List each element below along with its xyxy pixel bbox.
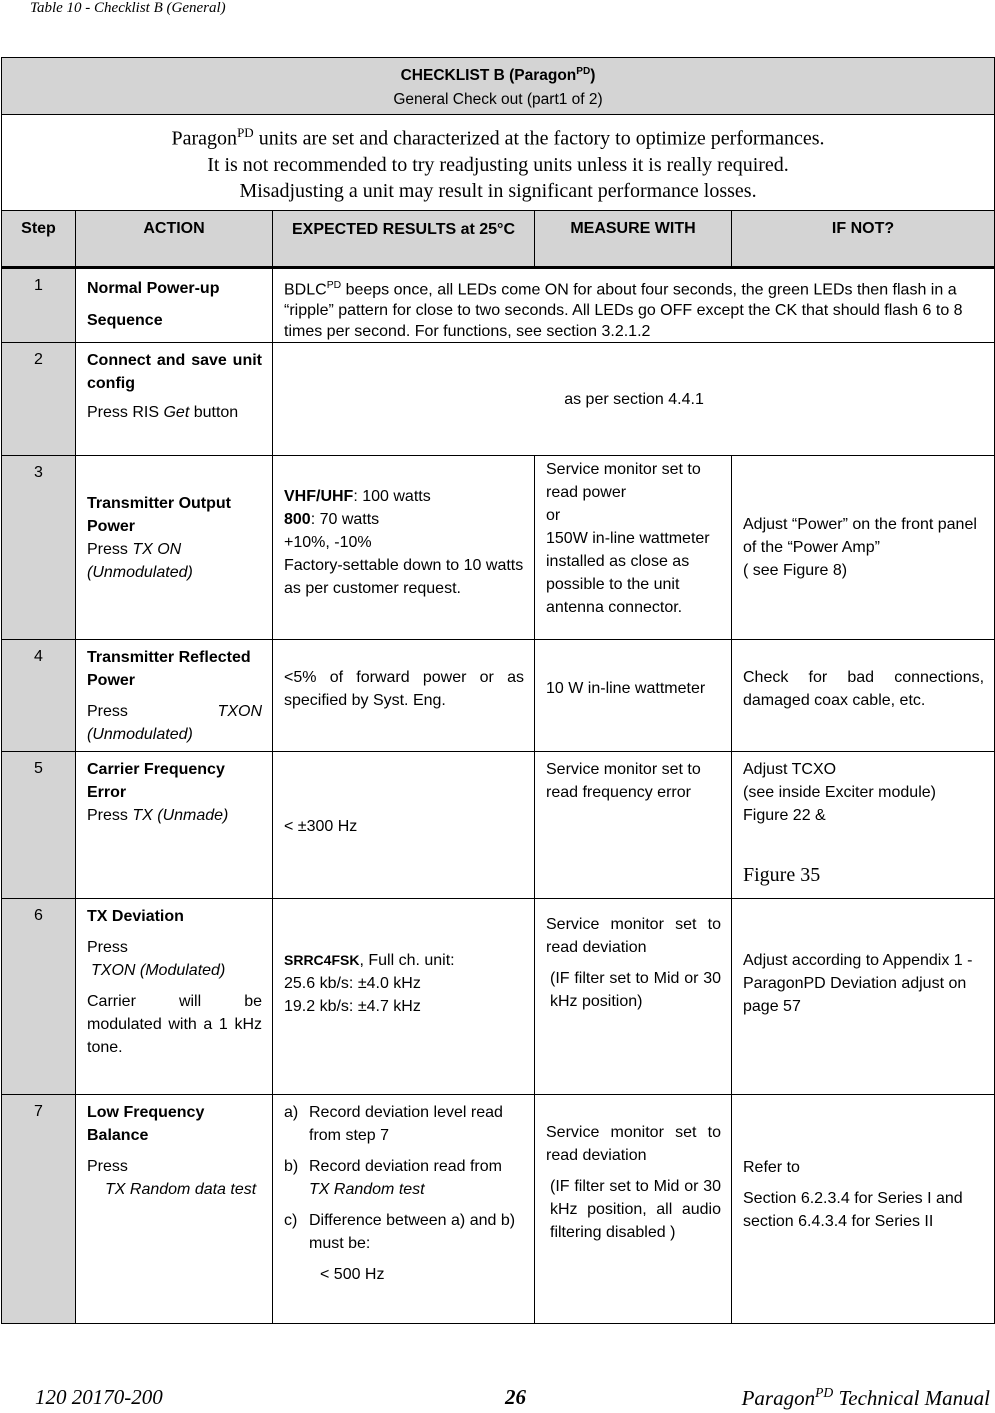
list-item: a) Record deviation level read from step 7 (284, 1104, 503, 1145)
expected-cell: SRRC4FSK, Full ch. unit: 25.6 kb/s: ±4.0 kHz 19.2 kb/s: ±4.7 kHz (273, 899, 535, 1095)
table-row (2, 1095, 995, 1324)
ifnot-cell: Adjust according to Appendix 1 - ParagonPD Deviation adjust on page 57 (732, 899, 995, 1095)
manual-title: Paragon$^{PD}$ Technical Manual (741, 1385, 990, 1410)
table-title: CHECKLIST B (Paragon$^{PD}$) (400, 66, 596, 85)
action-cell: Low Frequency Balance Press TX Random data test (76, 1095, 273, 1324)
action-cell: Connect and save unit config Press RIS Get button (76, 343, 273, 456)
measure-cell: Service monitor set to read frequency error (535, 752, 732, 899)
step-number: 4 (2, 640, 76, 752)
step-number: 2 (2, 343, 76, 456)
table-row (2, 899, 995, 1095)
expected-cell: < ±300 Hz (273, 752, 535, 899)
action-cell: Normal Power-up Sequence (76, 267, 273, 342)
table-subtitle: General Check out (part1 of 2) (393, 91, 603, 109)
step-number: 3 (2, 456, 76, 640)
table-row (2, 640, 995, 752)
step-number: 5 (2, 752, 76, 899)
expected-cell: VHF/UHF: 100 watts 800: 70 watts +10%, -10% Factory-settable down to 10 watts as per customer request. (273, 456, 535, 640)
action-cell: Transmitter Reflected Power Press TXON (Unmodulated) (76, 640, 273, 752)
col-ifnot: IF NOT? (732, 210, 995, 267)
expected-cell: $BDLC^{PD}$ beeps once, all LEDs come ON for about four seconds, the green LEDs then flash in a “ripple” pattern for close to two seconds. All LEDs go OFF except the CK that should flash 6 to 8 times per second. For functions, see section 3.2.1.2 (273, 267, 995, 342)
table-header (2, 58, 995, 115)
measure-cell: 10 W in-line wattmeter (535, 640, 732, 752)
measure-cell: Service monitor set to read deviation (IF filter set to Mid or 30 kHz position, all audio filtering disabled ) (535, 1095, 732, 1324)
document-number: 120 20170-200 (35, 1385, 163, 1409)
ifnot-cell: Adjust “Power” on the front panel of the “Power Amp” ( see Figure 8) (732, 456, 995, 640)
measure-cell: Service monitor set to read deviation (IF filter set to Mid or 30 kHz position) (535, 899, 732, 1095)
action-cell: Carrier Frequency Error Press TX (Unmade) (76, 752, 273, 899)
page-number: 26 (505, 1385, 526, 1409)
expected-cell: a) Record deviation level read from step 7 b) Record deviation read from TX Random test c) Difference between a) and b) must be: < 500 Hz (273, 1095, 535, 1324)
table-caption: Table 10 - Checklist B (General) (30, 0, 226, 16)
table-row (2, 752, 995, 899)
table-row (2, 456, 995, 640)
ifnot-cell: Check for bad connections, damaged coax cable, etc. (732, 640, 995, 752)
merged-cell: as per section 4.4.1 (273, 343, 995, 456)
measure-cell: Service monitor set to read power or 150W in-line wattmeter installed as close as possible to the unit antenna connector. (535, 456, 732, 640)
col-measure: MEASURE WITH (535, 210, 732, 267)
action-cell: TX Deviation Press TXON (Modulated) Carrier will be modulated with a 1 kHz tone. (76, 899, 273, 1095)
ifnot-cell: Adjust TCXO (see inside Exciter module) Figure 22 & Figure 35 (732, 752, 995, 899)
list-item: c) Difference between a) and b) must be: (284, 1212, 516, 1253)
table-row (2, 267, 995, 342)
col-action: ACTION (76, 210, 273, 267)
checklist-table (1, 57, 995, 1324)
step-number: 7 (2, 1095, 76, 1324)
column-headers (2, 210, 995, 267)
col-step: Step (2, 210, 76, 267)
col-expected: EXPECTED RESULTS at 25°C (273, 210, 535, 267)
factory-note: Paragon$^{PD}$ units are set and characterized at the factory to optimize performances. It is not recommended to try readjusting units unless it is really required. Misadjusting a unit may result in significant performance losses. (2, 115, 995, 211)
step-number: 6 (2, 899, 76, 1095)
list-item: b) Record deviation read from TX Random test (284, 1158, 502, 1199)
ifnot-cell: Refer to Section 6.2.3.4 for Series I and section 6.4.3.4 for Series II (732, 1095, 995, 1324)
expected-cell: <5% of forward power or as specified by Syst. Eng. (273, 640, 535, 752)
table-row (2, 343, 995, 456)
action-cell: Transmitter Output Power Press TX ON (Unmodulated) (76, 456, 273, 640)
step-number: 1 (2, 267, 76, 342)
